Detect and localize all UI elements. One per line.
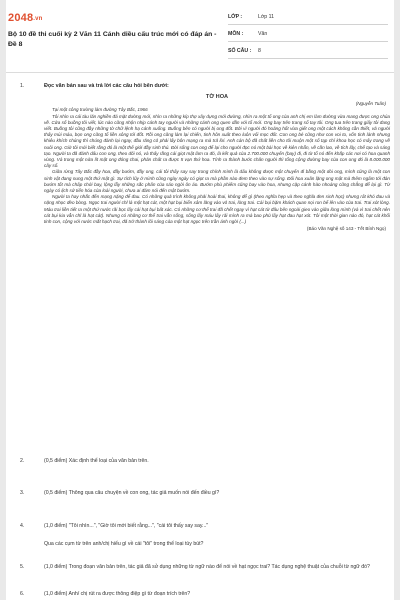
question-number: 4.: [20, 523, 25, 529]
logo-suffix: .vn: [33, 16, 43, 22]
meta-label: SỐ CÂU :: [228, 48, 252, 54]
question-number: 2.: [20, 458, 25, 464]
question-number: 1.: [20, 83, 25, 89]
logo-text: 2048: [8, 12, 34, 24]
document-page: [6, 0, 394, 600]
document-header: [6, 0, 394, 70]
passage-author: (Nguyễn Tuân): [355, 101, 386, 107]
question-text: (1,0 điểm) Trong đoạn văn bản trên, tác giả đã sử dụng những từ ngữ nào để nói về hạt ngọc trai? Tác dụng nghệ thuật của chuỗi từ ngữ đó?: [44, 564, 370, 570]
passage-paragraph: Tại một công trường làm đường Tây Bắc, 1966: [52, 107, 148, 113]
meta-row-class: [228, 10, 388, 25]
question-text: (0,5 điểm) Thông qua câu chuyện về con ong, tác giả muốn nói đến điều gì?: [44, 490, 220, 496]
question-text: (0,5 điểm) Xác định thể loại của văn bản trên.: [44, 458, 149, 464]
question-text: (1,0 điểm) "Tôi nhìn...", "Giờ tôi mới biết rằng...", "cái tôi thấy say say...": [44, 523, 209, 529]
passage-paragraph: Giữa rừng Tây Bắc đầy hoa, đầy bướm, đầy ong, cái tôi thấy say say trong chính mình là dấu không được một chuyến đi bằng một dòi ong, mình cũng là một con sinh vật đang nung một thứ mật gì. Sự tích lũy ở mình cũng ngày ngày có giọt ra mà phần nào đem theo vào sự sống. Đôi hoa xuân lặng ong mật mà thêm ngấm tới đàn bướm tốt mà chấp chới bay, lộng lẫy những sắc phấn của sáo ngời ôn áo. Bướm phù phiếm cũng bay vào hoa, nhưng cặp cánh hào nhoáng cũng chẳng để lại gì. Từ ngày có lịch sử tiến hóa của loài người, chưa ai đám nói đến mật bướm.: [44, 169, 390, 194]
meta-value: Lớp 11: [258, 14, 274, 20]
meta-value: Văn: [258, 31, 268, 37]
reading-passage: [44, 94, 390, 232]
meta-label: MÔN :: [228, 31, 244, 37]
meta-row-count: [228, 44, 388, 59]
site-logo[interactable]: [8, 12, 43, 24]
meta-box: [228, 10, 388, 61]
question-number: 5.: [20, 564, 25, 570]
passage-paragraph: Tôi nhìn ra cái tàu lăn nghiền đá mặt đường mới, nhìn ra những kíp thợ xây dựng mới đường, nhìn ra một tổ ong của anh chị em làm đường vừa mang được ong chúa về. Cửa số buồng tôi viết, lúc nào cũng nhộn nhịp cánh tay người và những cánh ong quen dần với tổ mới. Ong bay trên trang sổ tay tôi. Ong tua trên trang giấy tôi đang viết. Buồng tôi cũng đầy những tờ chữ lệnh hạ cánh xuống. Buồng bên có người bị ong đốt. Bởi vì người đó hoảng hốt vừa giết ong một cách không cần thiết, vả người thấy mùi máu, bọn ong cũng tổ liền xông tới đốt. Rồi ong cũng làm lại chiến, tinh hôn xuất theo luôn vối mọc đốt. Con ong bé cũng như con voi to, vốn tinh lành nhưng khiêu khích chúng thì chúng đánh lại ngay, đầu răng cỏ phải lấy bôn mạng ra mà trả lời. Anh cán bộ đã chất liền cho tôi muộn một số tạp chí khoa học có mấy trang về nuôi ong. Giờ tôi mới biết rằng đó là một thế giới đầy sinh thú. Đời sống con ong để lại cho người đọc nó một bài học về kiên nhẫn, về cần lao, về tích lũy, chế tạo và sáng tạo. Người ta đã đánh dấu con ong, theo dõi nó, và thấy rằng cái giọt mật làm ra đó, là kết quả của 2.700.000 chuyến (bay) đi, đi từ tổ nó đến khắp các nơi có hoa quanh vùng. Và trong một nửa lít mật ong đóng chai, phản chất ra được 5 vạn thứ hoa. Tính ra thành bước chân người thì tổng cộng đường bay của con ong đó là 8.000.000 cây số.: [44, 113, 390, 169]
page-title: Bộ 10 đề thi cuối kỳ 2 Văn 11 Cánh diều cấu trúc mới có đáp án - Đề 8: [8, 31, 217, 48]
question-number: 3.: [20, 490, 25, 496]
header-divider: [6, 72, 394, 73]
passage-paragraph: Người ta hay nhắc đến mạng nặng để đau. Có những quả trình không phải hoài thai, không để gì (theo nghĩa hẹp và theo nghĩa đen sinh học) nhưng rất khó đau và nặng nhọc đèo bòng. Ngọc trai người chỉ là một hạt cát, một hạt bụi biển xâm lăng vào vỏ trai, lòng trai. Cái bụi bặm khách quan nọi ron bể lên vào của trai. Trai xót lòng. Máu trai liền tiết ra một thứ nước rãi bọc lấy cái hạt bụi bất xác. Có những cơ thể trai đã chết ngay vì hạt cát từ đâu bên ngoài gieo vào giữa lòng mình (và vì trai chết nên cát bụi kia vẫn chỉ là hạt cát). Nhưng có những cơ thể trai vẫn sống, sống lấy máu lấy rãi mình ra mà bao phủ lấy hạt đau hạt xót. Tôi một thời gian nào đó, hạt cát khối tinh con, cộng với nước mắt hạch trai, đã trở thành lôi sáng của một hạt ngọc trên trần ánh ngời (...): [44, 194, 390, 225]
question-subtext: Qua các cụm từ trên anh/chị hiểu gì về cái "tôi" trong thể loại tùy bút?: [44, 541, 204, 547]
question-1-heading: Đọc văn bản sau và trả lời các câu hỏi bên dưới:: [44, 83, 169, 89]
meta-value: 8: [258, 48, 261, 54]
meta-label: LỚP :: [228, 14, 243, 20]
passage-source: (Báo Văn Nghệ số 143 - Tết Bính Ngọ): [306, 226, 386, 232]
question-number: 6.: [20, 591, 25, 597]
question-text: (1,0 điểm) Anh/ chị rút ra được thông điệp gì từ đoạn trích trên?: [44, 591, 191, 597]
passage-title: TỜ HOA: [205, 94, 229, 100]
meta-row-subject: [228, 27, 388, 42]
